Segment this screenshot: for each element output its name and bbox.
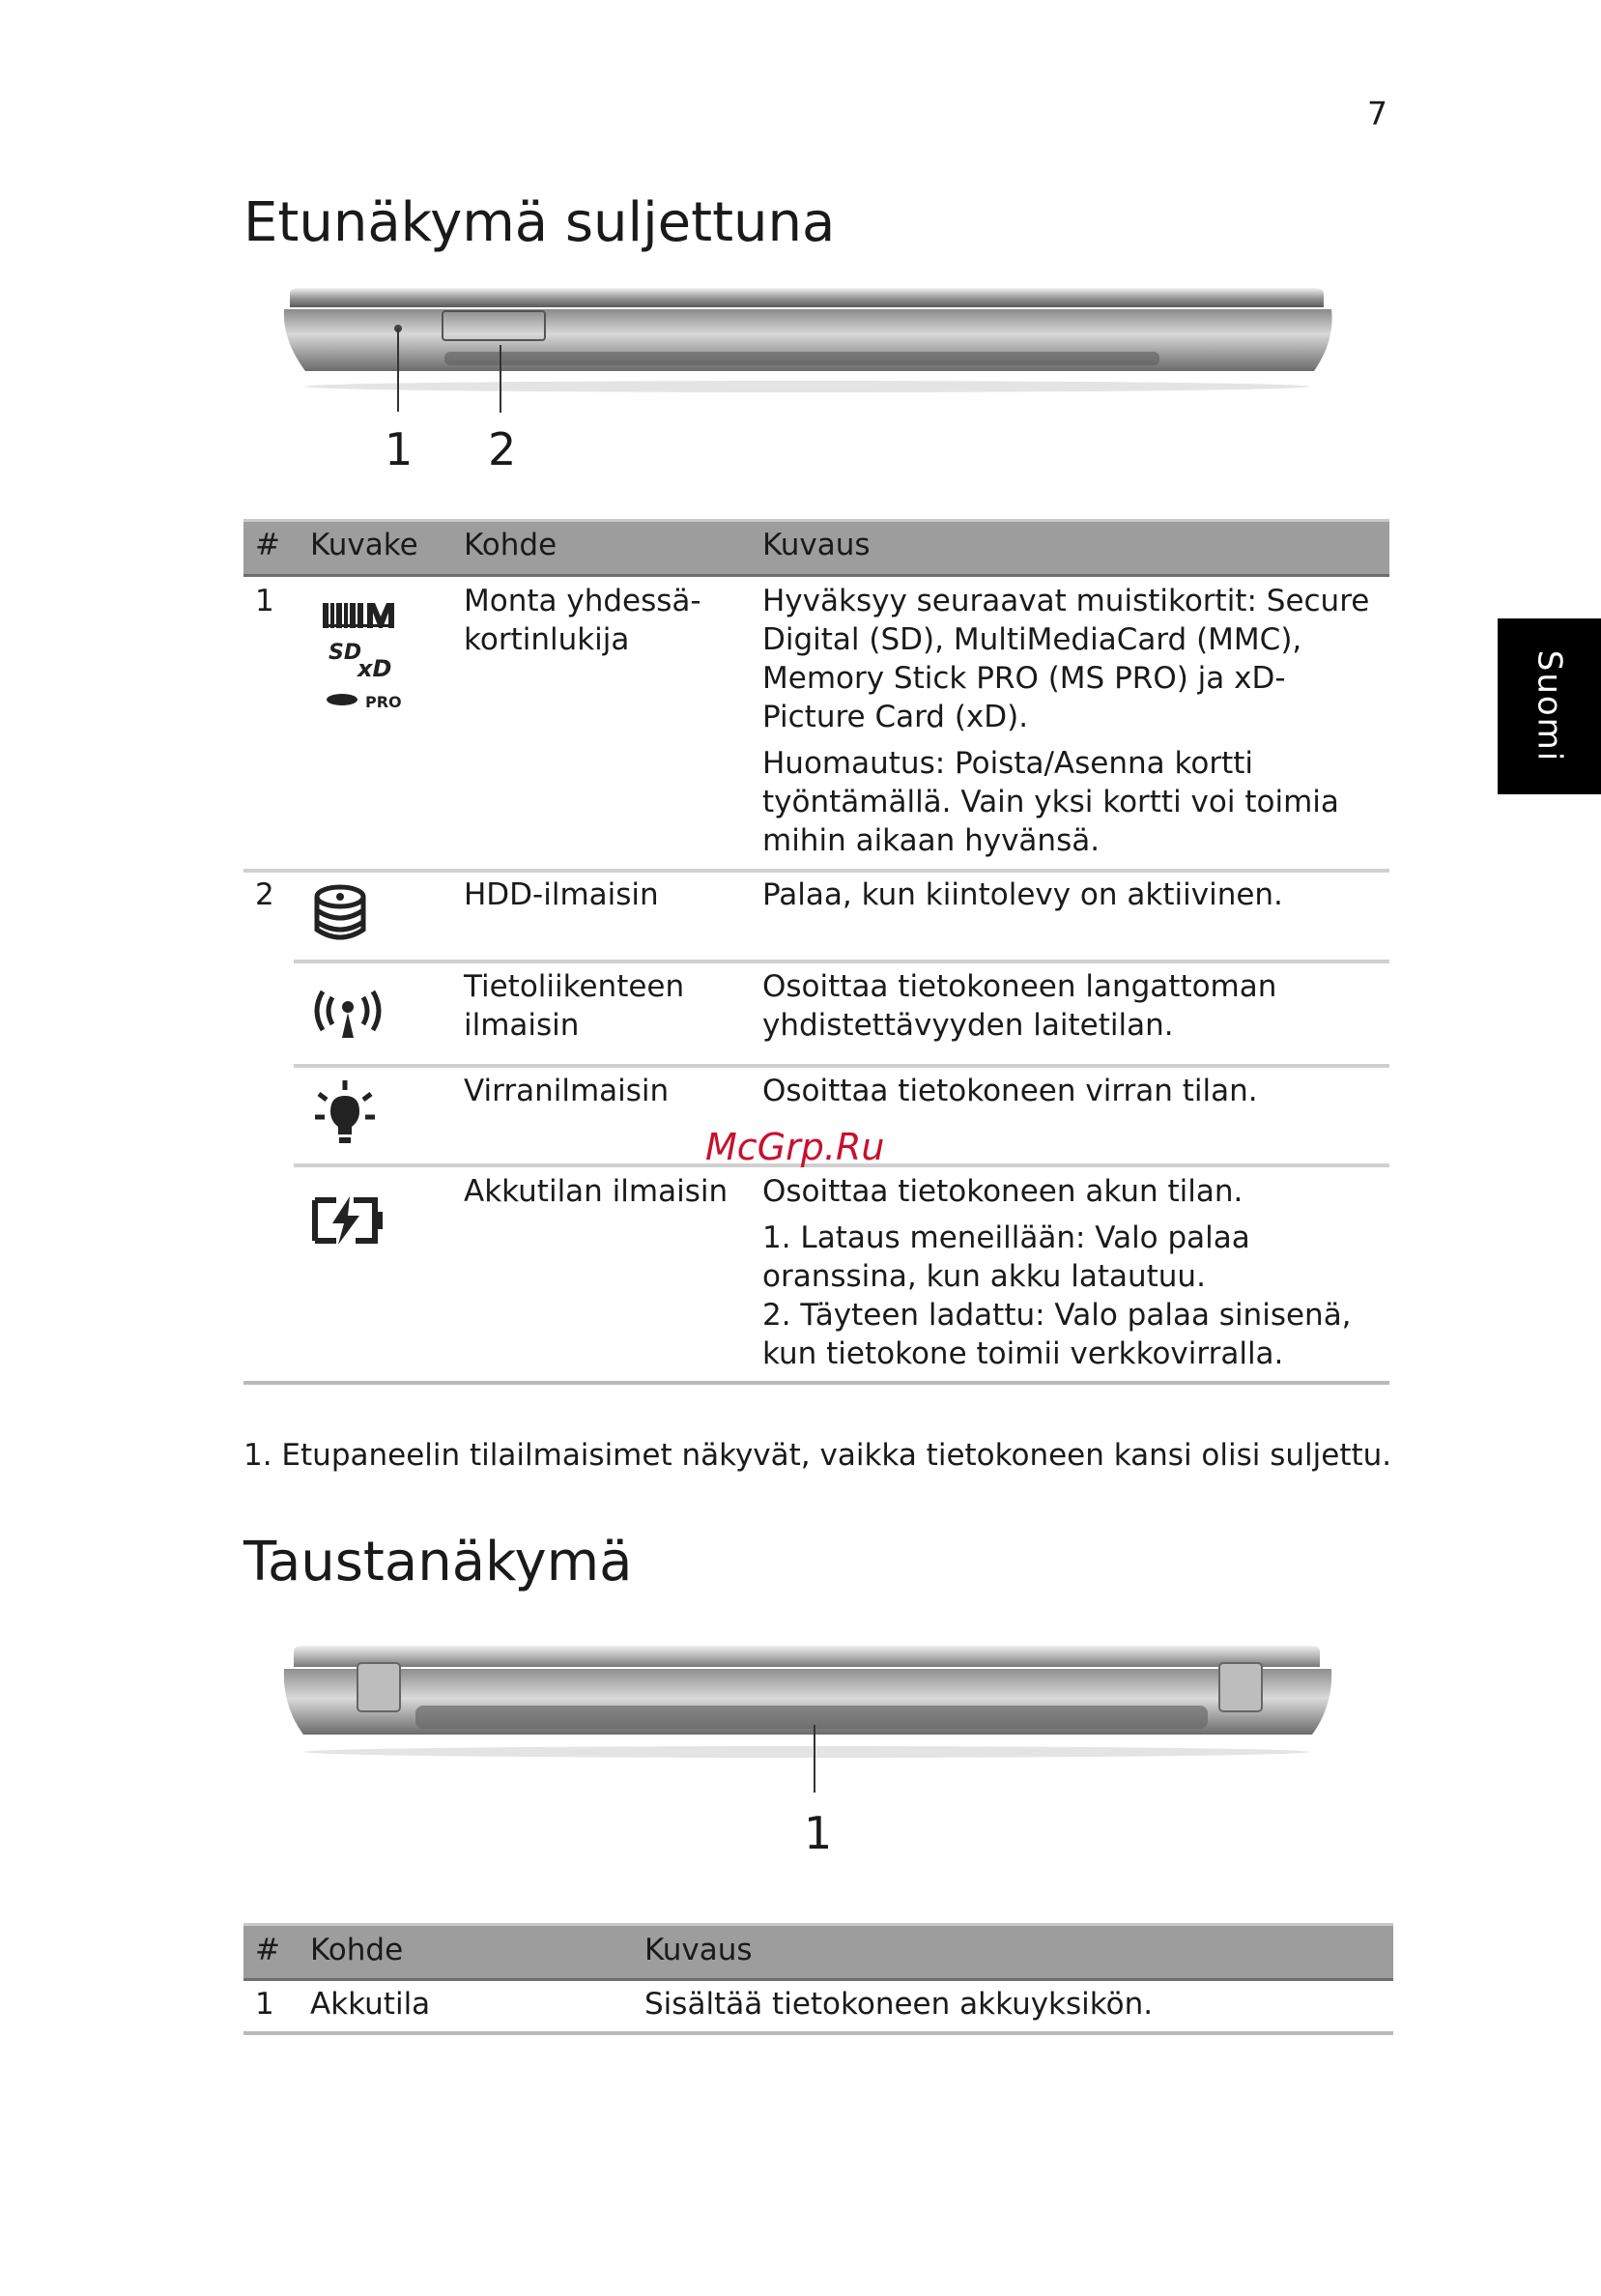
right-hinge bbox=[1219, 1663, 1262, 1711]
row-divider bbox=[243, 869, 1389, 873]
rear-callout-1: 1 bbox=[804, 1807, 833, 1859]
rear-row-1-num: 1 bbox=[255, 1987, 274, 2022]
row-5-detail-2: 2. Täyteen ladattu: Valo palaa sinisenä, kun tietokone toimii verkkovirralla. bbox=[762, 1298, 1352, 1371]
language-tab bbox=[1498, 618, 1601, 794]
front-view-title: Etunäkymä suljettuna bbox=[243, 191, 836, 254]
svg-text:PRO: PRO bbox=[365, 693, 402, 711]
row-3-description: Osoittaa tietokoneen langattoman yhdistettävyyden laitetilan. bbox=[762, 969, 1277, 1043]
row-4-item: Virranilmaisin bbox=[464, 1074, 670, 1108]
callout-1: 1 bbox=[385, 423, 414, 475]
left-hinge bbox=[357, 1663, 400, 1711]
rear-view-title: Taustanäkymä bbox=[243, 1531, 633, 1593]
svg-text:xD: xD bbox=[357, 655, 392, 682]
callout-line-1 bbox=[397, 329, 399, 412]
footnote: 1. Etupaneelin tilailmaisimet näkyvät, vaikka tietokoneen kansi olisi suljettu. bbox=[243, 1438, 1392, 1473]
rear-callout-line-1 bbox=[814, 1725, 815, 1793]
laptop-front-illustration bbox=[280, 282, 1343, 398]
rear-header-description: Kuvaus bbox=[644, 1933, 753, 1967]
row-1-num: 1 bbox=[255, 584, 274, 618]
row-2-num: 2 bbox=[255, 877, 274, 912]
row-divider bbox=[294, 960, 1389, 963]
rear-table-bottom-rule bbox=[243, 2031, 1393, 2035]
row-divider bbox=[294, 1064, 1389, 1068]
header-item: Kohde bbox=[464, 528, 557, 562]
row-2-description: Palaa, kun kiintolevy on aktiivinen. bbox=[762, 877, 1283, 912]
rear-table-header bbox=[243, 1923, 1393, 1981]
wireless-icon bbox=[309, 984, 386, 1040]
row-5-item: Akkutilan ilmaisin bbox=[464, 1174, 729, 1209]
laptop-rear-illustration bbox=[280, 1638, 1343, 1764]
page-number: 7 bbox=[1367, 95, 1387, 132]
rear-row-1-description: Sisältää tietokoneen akkuyksikön. bbox=[644, 1987, 1154, 2022]
rear-header-item: Kohde bbox=[310, 1933, 404, 1967]
row-1-description: Hyväksyy seuraavat muistikortit: Secure Digital (SD), MultiMediaCard (MMC), Memory Stick PRO (MS PRO) ja xD-Picture Card (xD). bbox=[762, 584, 1370, 734]
row-2-item: HDD-ilmaisin bbox=[464, 877, 659, 912]
row-4-description: Osoittaa tietokoneen virran tilan. bbox=[762, 1074, 1258, 1108]
header-icon: Kuvake bbox=[310, 528, 418, 562]
language-tab-label: Suomi bbox=[1530, 649, 1569, 763]
svg-text:SD: SD bbox=[329, 641, 362, 665]
callout-2: 2 bbox=[488, 423, 517, 475]
header-description: Kuvaus bbox=[762, 528, 871, 562]
row-1-item: Monta yhdessä-kortinlukija bbox=[464, 584, 701, 657]
row-5-description: Osoittaa tietokoneen akun tilan. bbox=[762, 1174, 1244, 1209]
hdd-icon bbox=[311, 883, 371, 947]
row-5-detail-1: 1. Lataus meneillään: Valo palaa oranssina, kun akku latautuu. bbox=[762, 1220, 1250, 1294]
rear-row-1-item: Akkutila bbox=[310, 1987, 431, 2022]
watermark: McGrp.Ru bbox=[705, 1126, 885, 1168]
header-num: # bbox=[255, 528, 280, 562]
table-bottom-rule bbox=[243, 1381, 1389, 1385]
battery-icon bbox=[307, 1194, 385, 1247]
power-icon bbox=[313, 1078, 377, 1146]
row-1-note: Huomautus: Poista/Asenna kortti työntämällä. Vain yksi kortti voi toimia mihin aikaan hyvänsä. bbox=[762, 746, 1339, 858]
callout-line-2 bbox=[500, 345, 501, 413]
rear-header-num: # bbox=[255, 1933, 280, 1967]
card-reader-icon bbox=[319, 599, 429, 713]
battery-bay bbox=[415, 1706, 1208, 1729]
row-3-item: Tietoliikenteen ilmaisin bbox=[464, 969, 685, 1043]
